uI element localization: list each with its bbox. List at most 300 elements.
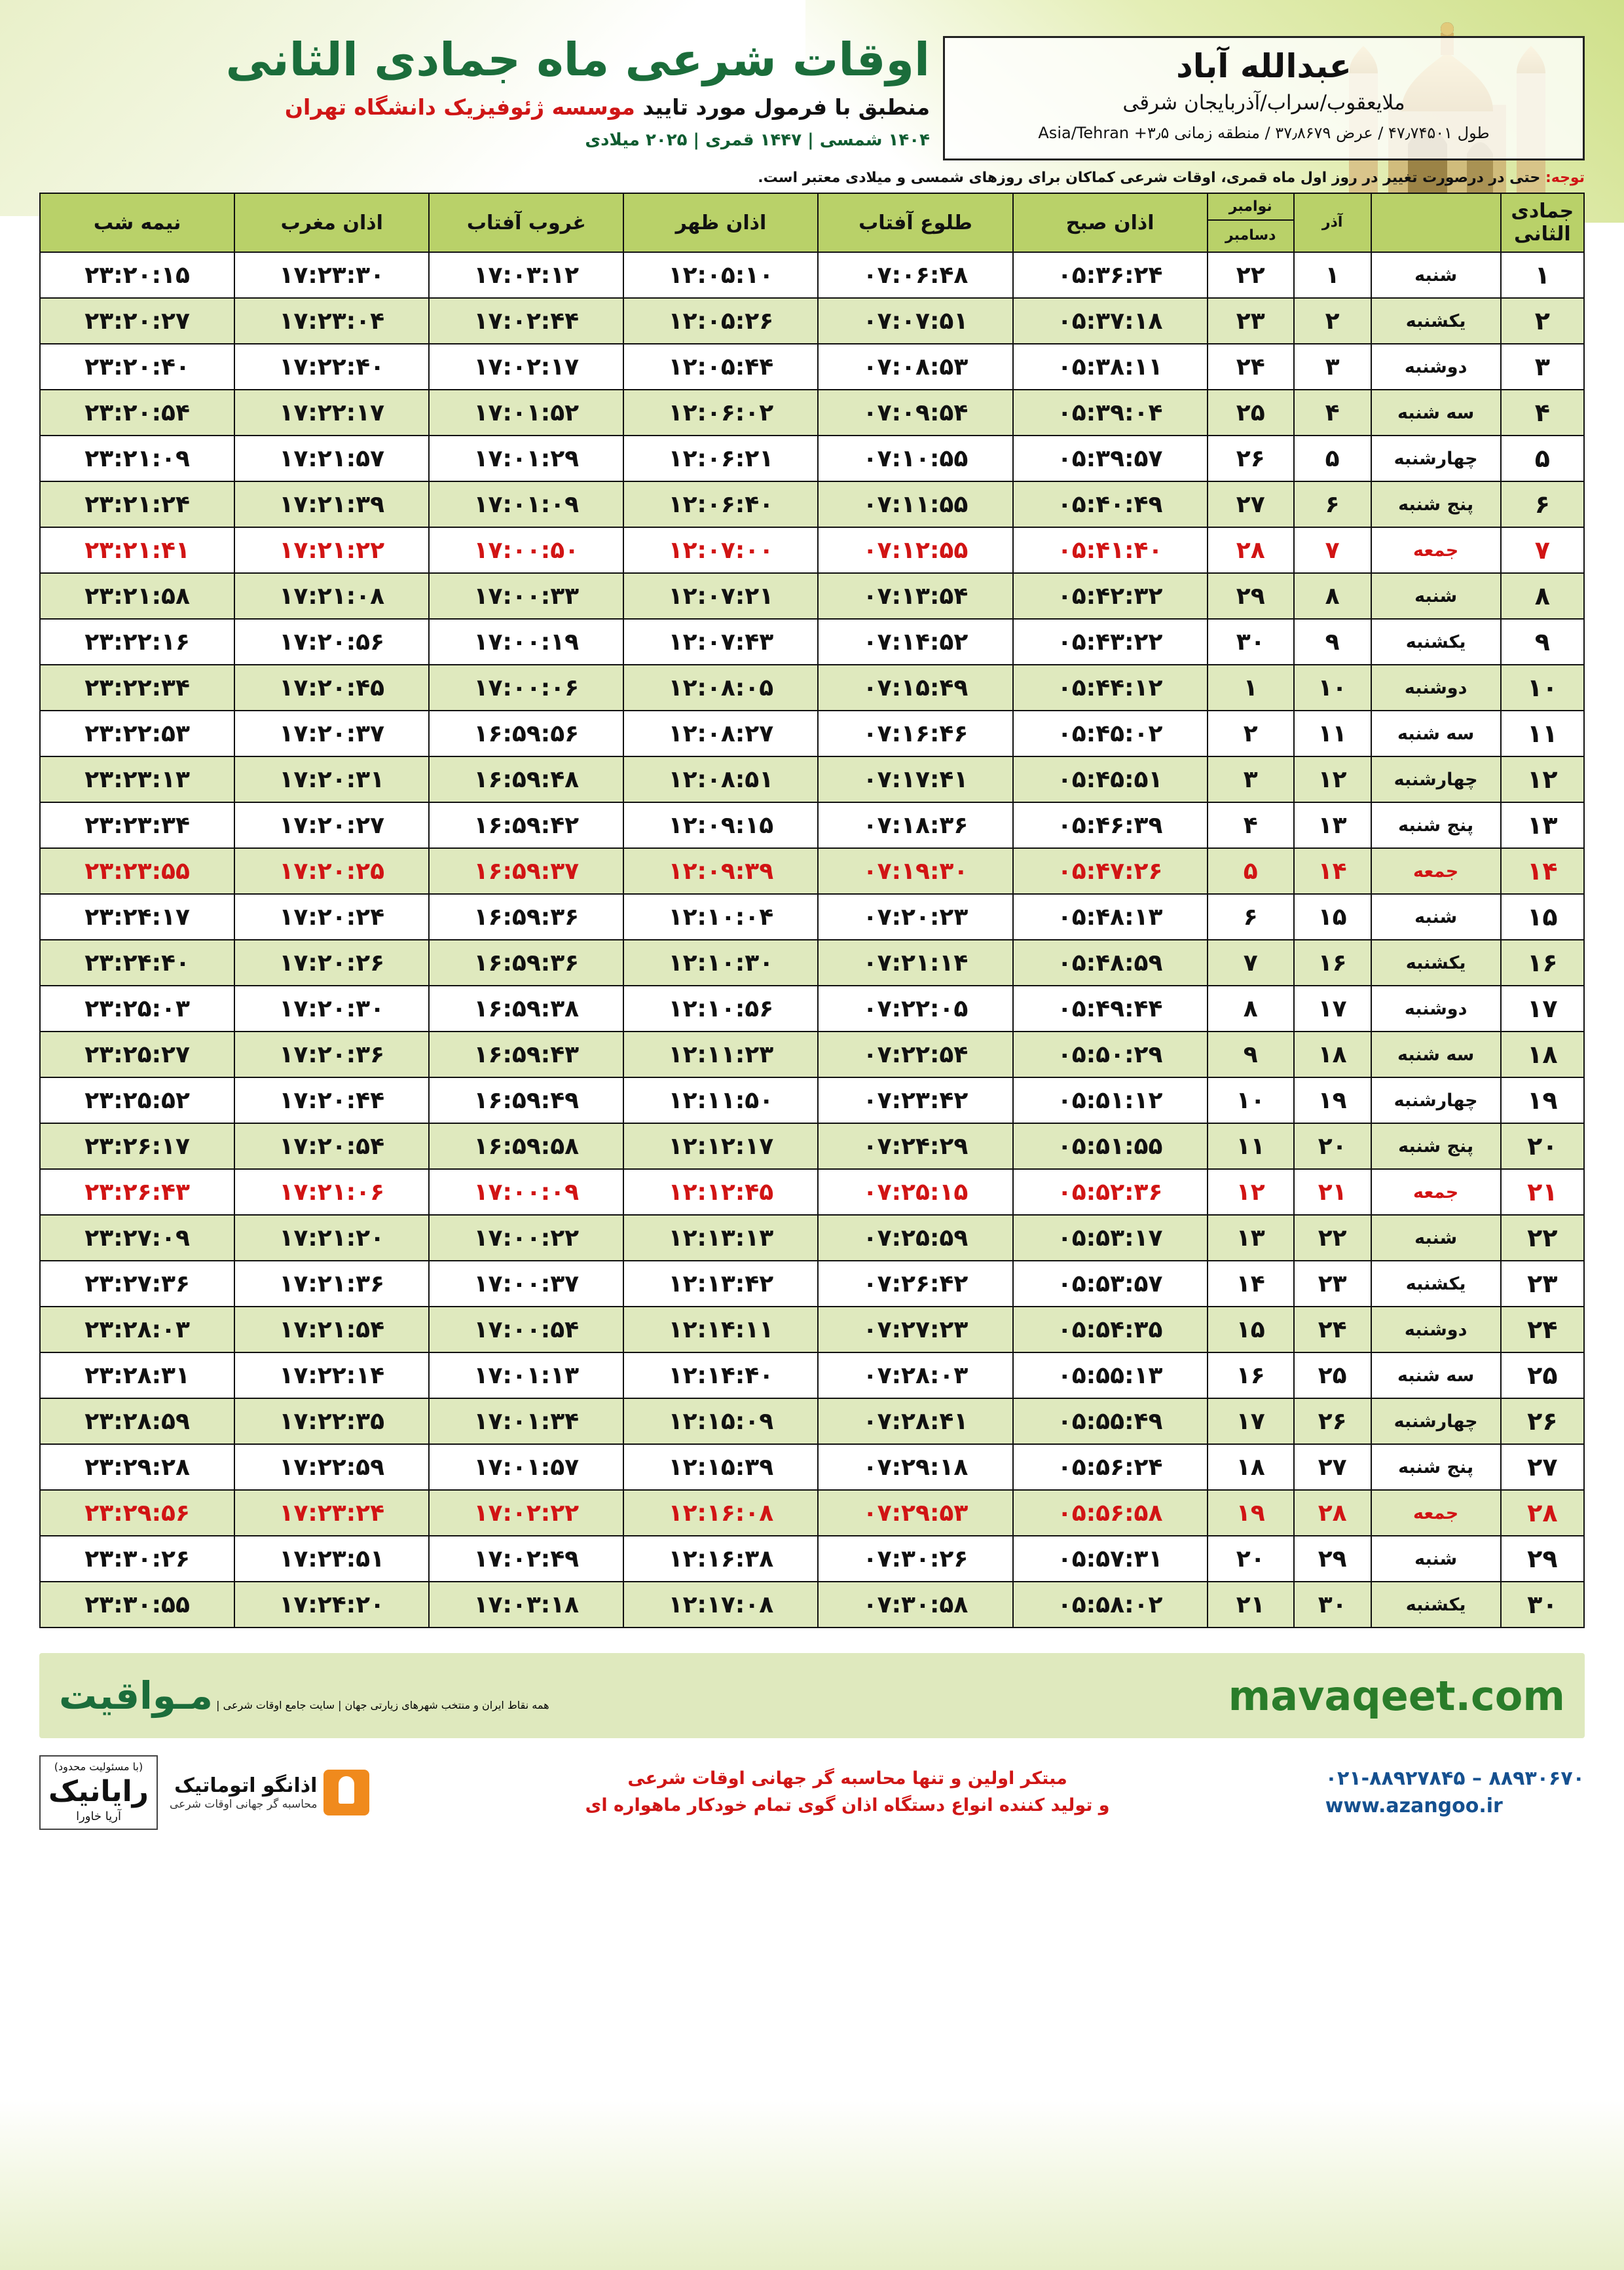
midnight-time: ۲۳:۲۲:۱۶ <box>40 619 234 665</box>
azar-date: ۱۹ <box>1294 1077 1371 1123</box>
header-azar: آذر <box>1294 193 1371 252</box>
gregorian-date: ۱۰ <box>1208 1077 1294 1123</box>
maghrib-time: ۱۷:۲۰:۳۶ <box>234 1032 429 1077</box>
footer-phone: ۰۲۱-۸۸۹۲۷۸۴۵ – ۸۸۹۳۰۶۷۰ <box>1325 1766 1585 1790</box>
table-row <box>40 711 1584 756</box>
fajr-time: ۰۵:۵۵:۴۹ <box>1013 1398 1208 1444</box>
sunrise-time: ۰۷:۰۹:۵۴ <box>818 390 1012 436</box>
maghrib-time: ۱۷:۲۴:۲۰ <box>234 1582 429 1628</box>
azar-date: ۹ <box>1294 619 1371 665</box>
day-name: جمعه <box>1371 1490 1501 1536</box>
midnight-time: ۲۳:۲۱:۵۸ <box>40 573 234 619</box>
fajr-time: ۰۵:۴۵:۰۲ <box>1013 711 1208 756</box>
dhuhr-time: ۱۲:۰۸:۵۱ <box>623 756 818 802</box>
sunrise-time: ۰۷:۲۹:۵۳ <box>818 1490 1012 1536</box>
day-name: سه شنبه <box>1371 390 1501 436</box>
sunset-time: ۱۷:۰۰:۰۶ <box>429 665 623 711</box>
fajr-time: ۰۵:۳۸:۱۱ <box>1013 344 1208 390</box>
footer-brand-fa-wrap <box>59 1673 549 1718</box>
sunrise-time: ۰۷:۱۴:۵۲ <box>818 619 1012 665</box>
maghrib-time: ۱۷:۲۲:۴۰ <box>234 344 429 390</box>
day-name: چهارشنبه <box>1371 436 1501 481</box>
azangoo-logo-sub: محاسبه گر جهانی اوقات شرعی <box>170 1797 318 1811</box>
azar-date: ۱ <box>1294 252 1371 298</box>
day-name: سه شنبه <box>1371 711 1501 756</box>
azar-date: ۴ <box>1294 390 1371 436</box>
header-dhuhr: اذان ظهر <box>623 193 818 252</box>
gregorian-date: ۲۰ <box>1208 1536 1294 1582</box>
maghrib-time: ۱۷:۲۲:۳۵ <box>234 1398 429 1444</box>
day-name: جمعه <box>1371 1169 1501 1215</box>
dhuhr-time: ۱۲:۰۵:۴۴ <box>623 344 818 390</box>
dhuhr-time: ۱۲:۱۳:۱۳ <box>623 1215 818 1261</box>
table-row <box>40 986 1584 1032</box>
day-name: پنج شنبه <box>1371 481 1501 527</box>
dhuhr-time: ۱۲:۰۵:۱۰ <box>623 252 818 298</box>
sunset-time: ۱۷:۰۱:۰۹ <box>429 481 623 527</box>
day-name: شنبه <box>1371 894 1501 940</box>
maghrib-time: ۱۷:۲۰:۲۴ <box>234 894 429 940</box>
table-row <box>40 1307 1584 1352</box>
footer-brand-sub: | سایت جامع اوقات شرعی | <box>216 1699 342 1711</box>
midnight-time: ۲۳:۲۳:۳۴ <box>40 802 234 848</box>
day-index: ۲۴ <box>1501 1307 1584 1352</box>
azar-date: ۵ <box>1294 436 1371 481</box>
sunrise-time: ۰۷:۲۳:۴۲ <box>818 1077 1012 1123</box>
sunset-time: ۱۷:۰۰:۳۷ <box>429 1261 623 1307</box>
table-row <box>40 1077 1584 1123</box>
day-name: دوشنبه <box>1371 986 1501 1032</box>
day-index: ۲۱ <box>1501 1169 1584 1215</box>
sunrise-time: ۰۷:۱۶:۴۶ <box>818 711 1012 756</box>
gregorian-date: ۱ <box>1208 665 1294 711</box>
rayanic-logo-name: رایانیک <box>48 1775 149 1808</box>
header-sunset: غروب آفتاب <box>429 193 623 252</box>
day-index: ۱۳ <box>1501 802 1584 848</box>
fajr-time: ۰۵:۵۶:۲۴ <box>1013 1444 1208 1490</box>
maghrib-time: ۱۷:۲۰:۳۷ <box>234 711 429 756</box>
midnight-time: ۲۳:۲۸:۰۳ <box>40 1307 234 1352</box>
sunset-time: ۱۶:۵۹:۵۸ <box>429 1123 623 1169</box>
sunset-time: ۱۷:۰۲:۱۷ <box>429 344 623 390</box>
page-header <box>0 0 1624 160</box>
sunset-time: ۱۷:۰۰:۱۹ <box>429 619 623 665</box>
calendar-years: ۱۴۰۴ شمسی | ۱۴۴۷ قمری | ۲۰۲۵ میلادی <box>585 130 930 151</box>
maghrib-time: ۱۷:۲۲:۱۴ <box>234 1352 429 1398</box>
azar-date: ۲۹ <box>1294 1536 1371 1582</box>
day-index: ۱۰ <box>1501 665 1584 711</box>
maghrib-time: ۱۷:۲۱:۵۷ <box>234 436 429 481</box>
gregorian-date: ۱۶ <box>1208 1352 1294 1398</box>
fajr-time: ۰۵:۴۶:۳۹ <box>1013 802 1208 848</box>
maghrib-time: ۱۷:۲۱:۳۹ <box>234 481 429 527</box>
maghrib-time: ۱۷:۲۰:۳۱ <box>234 756 429 802</box>
footer-website-brand[interactable]: mavaqeet.com <box>1228 1671 1565 1720</box>
dhuhr-time: ۱۲:۰۹:۳۹ <box>623 848 818 894</box>
maghrib-time: ۱۷:۲۱:۲۲ <box>234 527 429 573</box>
azar-date: ۲۵ <box>1294 1352 1371 1398</box>
day-index: ۲۶ <box>1501 1398 1584 1444</box>
day-name: یکشنبه <box>1371 940 1501 986</box>
fajr-time: ۰۵:۵۵:۱۳ <box>1013 1352 1208 1398</box>
page-subtitle <box>39 94 930 122</box>
sunset-time: ۱۷:۰۰:۲۲ <box>429 1215 623 1261</box>
subtitle-institute: موسسه ژئوفیزیک دانشگاه تهران <box>284 94 635 120</box>
dhuhr-time: ۱۲:۱۲:۴۵ <box>623 1169 818 1215</box>
footer-brand-fa: مـواقیت <box>59 1673 213 1718</box>
day-name: یکشنبه <box>1371 298 1501 344</box>
sunset-time: ۱۷:۰۲:۲۲ <box>429 1490 623 1536</box>
sunrise-time: ۰۷:۲۵:۵۹ <box>818 1215 1012 1261</box>
day-index: ۲۲ <box>1501 1215 1584 1261</box>
dhuhr-time: ۱۲:۰۸:۰۵ <box>623 665 818 711</box>
dhuhr-time: ۱۲:۱۶:۰۸ <box>623 1490 818 1536</box>
table-row <box>40 1490 1584 1536</box>
table-row <box>40 1169 1584 1215</box>
fajr-time: ۰۵:۵۶:۵۸ <box>1013 1490 1208 1536</box>
gregorian-date: ۲۹ <box>1208 573 1294 619</box>
midnight-time: ۲۳:۲۹:۵۶ <box>40 1490 234 1536</box>
day-name: سه شنبه <box>1371 1352 1501 1398</box>
azar-date: ۸ <box>1294 573 1371 619</box>
fajr-time: ۰۵:۵۱:۱۲ <box>1013 1077 1208 1123</box>
sunrise-time: ۰۷:۱۱:۵۵ <box>818 481 1012 527</box>
gregorian-date: ۲۶ <box>1208 436 1294 481</box>
dhuhr-time: ۱۲:۱۶:۳۸ <box>623 1536 818 1582</box>
azar-date: ۲۷ <box>1294 1444 1371 1490</box>
table-row <box>40 665 1584 711</box>
maghrib-time: ۱۷:۲۳:۲۴ <box>234 1490 429 1536</box>
azar-date: ۷ <box>1294 527 1371 573</box>
header-fajr: اذان صبح <box>1013 193 1208 252</box>
maghrib-time: ۱۷:۲۱:۲۰ <box>234 1215 429 1261</box>
midnight-time: ۲۳:۲۸:۳۱ <box>40 1352 234 1398</box>
sunrise-time: ۰۷:۲۸:۰۳ <box>818 1352 1012 1398</box>
sunset-time: ۱۷:۰۱:۵۲ <box>429 390 623 436</box>
gregorian-date: ۱۲ <box>1208 1169 1294 1215</box>
azar-date: ۲ <box>1294 298 1371 344</box>
sunrise-time: ۰۷:۲۶:۴۲ <box>818 1261 1012 1307</box>
maghrib-time: ۱۷:۲۰:۴۴ <box>234 1077 429 1123</box>
gregorian-date: ۵ <box>1208 848 1294 894</box>
table-row <box>40 390 1584 436</box>
day-name: پنج شنبه <box>1371 1444 1501 1490</box>
table-row <box>40 940 1584 986</box>
table-row <box>40 481 1584 527</box>
dhuhr-time: ۱۲:۱۷:۰۸ <box>623 1582 818 1628</box>
rayanic-logo-sub: آریا خاورا <box>76 1810 121 1823</box>
dhuhr-time: ۱۲:۱۴:۱۱ <box>623 1307 818 1352</box>
fajr-time: ۰۵:۳۹:۵۷ <box>1013 436 1208 481</box>
day-name: جمعه <box>1371 848 1501 894</box>
day-name: پنج شنبه <box>1371 802 1501 848</box>
fajr-time: ۰۵:۳۷:۱۸ <box>1013 298 1208 344</box>
dhuhr-time: ۱۲:۰۶:۰۲ <box>623 390 818 436</box>
gregorian-date: ۱۸ <box>1208 1444 1294 1490</box>
fajr-time: ۰۵:۵۷:۳۱ <box>1013 1536 1208 1582</box>
sunset-time: ۱۷:۰۳:۱۲ <box>429 252 623 298</box>
day-index: ۱۸ <box>1501 1032 1584 1077</box>
azar-date: ۱۴ <box>1294 848 1371 894</box>
day-index: ۲۳ <box>1501 1261 1584 1307</box>
background-decoration-bottom <box>0 2100 1624 2270</box>
table-row <box>40 848 1584 894</box>
table-row <box>40 1352 1584 1398</box>
day-index: ۳۰ <box>1501 1582 1584 1628</box>
sunset-time: ۱۷:۰۱:۵۷ <box>429 1444 623 1490</box>
midnight-time: ۲۳:۲۴:۴۰ <box>40 940 234 986</box>
page-footer <box>0 1653 1624 1830</box>
table-row <box>40 1398 1584 1444</box>
maghrib-time: ۱۷:۲۰:۳۰ <box>234 986 429 1032</box>
gregorian-date: ۲۷ <box>1208 481 1294 527</box>
sunset-time: ۱۶:۵۹:۴۲ <box>429 802 623 848</box>
azar-date: ۱۳ <box>1294 802 1371 848</box>
gregorian-date: ۱۱ <box>1208 1123 1294 1169</box>
azar-date: ۱۰ <box>1294 665 1371 711</box>
sunrise-time: ۰۷:۲۷:۲۳ <box>818 1307 1012 1352</box>
midnight-time: ۲۳:۳۰:۵۵ <box>40 1582 234 1628</box>
dhuhr-time: ۱۲:۰۵:۲۶ <box>623 298 818 344</box>
footer-brand-desc: همه نقاط ایران و منتخب شهرهای زیارتی جهان <box>344 1699 549 1711</box>
sunset-time: ۱۷:۰۰:۳۳ <box>429 573 623 619</box>
dhuhr-time: ۱۲:۰۹:۱۵ <box>623 802 818 848</box>
gregorian-date: ۱۴ <box>1208 1261 1294 1307</box>
day-name: یکشنبه <box>1371 619 1501 665</box>
footer-brand-band <box>39 1653 1585 1738</box>
midnight-time: ۲۳:۲۳:۱۳ <box>40 756 234 802</box>
footer-description <box>585 1766 1110 1819</box>
day-name: دوشنبه <box>1371 344 1501 390</box>
day-index: ۲۰ <box>1501 1123 1584 1169</box>
note-line <box>0 160 1624 193</box>
subtitle-part-1: منطبق با فرمول مورد تایید <box>642 94 930 120</box>
title-block <box>39 33 943 160</box>
day-index: ۲۵ <box>1501 1352 1584 1398</box>
footer-url[interactable]: www.azangoo.ir <box>1325 1794 1503 1817</box>
dhuhr-time: ۱۲:۰۷:۲۱ <box>623 573 818 619</box>
maghrib-time: ۱۷:۲۰:۵۶ <box>234 619 429 665</box>
midnight-time: ۲۳:۲۷:۰۹ <box>40 1215 234 1261</box>
city-name: عبدالله آباد <box>1176 47 1352 85</box>
day-name: دوشنبه <box>1371 665 1501 711</box>
header-hijri: جمادی الثانی <box>1501 193 1584 252</box>
midnight-time: ۲۳:۲۰:۵۴ <box>40 390 234 436</box>
table-row <box>40 1582 1584 1628</box>
table-row <box>40 894 1584 940</box>
maghrib-time: ۱۷:۲۱:۰۶ <box>234 1169 429 1215</box>
day-index: ۱۹ <box>1501 1077 1584 1123</box>
fajr-time: ۰۵:۴۵:۵۱ <box>1013 756 1208 802</box>
midnight-time: ۲۳:۲۷:۳۶ <box>40 1261 234 1307</box>
sunrise-time: ۰۷:۱۹:۳۰ <box>818 848 1012 894</box>
fajr-time: ۰۵:۴۱:۴۰ <box>1013 527 1208 573</box>
sunrise-time: ۰۷:۰۸:۵۳ <box>818 344 1012 390</box>
gregorian-date: ۳ <box>1208 756 1294 802</box>
gregorian-date: ۲۲ <box>1208 252 1294 298</box>
table-row <box>40 619 1584 665</box>
header-sunrise: طلوع آفتاب <box>818 193 1012 252</box>
maghrib-time: ۱۷:۲۰:۲۷ <box>234 802 429 848</box>
gregorian-date: ۱۷ <box>1208 1398 1294 1444</box>
day-name: یکشنبه <box>1371 1582 1501 1628</box>
sunset-time: ۱۶:۵۹:۳۶ <box>429 894 623 940</box>
azar-date: ۱۷ <box>1294 986 1371 1032</box>
dhuhr-time: ۱۲:۱۱:۲۳ <box>623 1032 818 1077</box>
day-index: ۸ <box>1501 573 1584 619</box>
midnight-time: ۲۳:۲۵:۰۳ <box>40 986 234 1032</box>
fajr-time: ۰۵:۴۸:۵۹ <box>1013 940 1208 986</box>
day-index: ۹ <box>1501 619 1584 665</box>
azar-date: ۲۶ <box>1294 1398 1371 1444</box>
sunrise-time: ۰۷:۲۱:۱۴ <box>818 940 1012 986</box>
table-row <box>40 1444 1584 1490</box>
footer-logos <box>39 1755 369 1830</box>
sunrise-time: ۰۷:۲۵:۱۵ <box>818 1169 1012 1215</box>
table-row <box>40 298 1584 344</box>
day-index: ۲۹ <box>1501 1536 1584 1582</box>
maghrib-time: ۱۷:۲۰:۲۶ <box>234 940 429 986</box>
fajr-time: ۰۵:۴۳:۲۲ <box>1013 619 1208 665</box>
midnight-time: ۲۳:۲۵:۵۲ <box>40 1077 234 1123</box>
city-info-box <box>943 36 1585 160</box>
gregorian-date: ۳۰ <box>1208 619 1294 665</box>
fajr-time: ۰۵:۳۶:۲۴ <box>1013 252 1208 298</box>
sunset-time: ۱۷:۰۲:۴۴ <box>429 298 623 344</box>
azar-date: ۱۵ <box>1294 894 1371 940</box>
fajr-time: ۰۵:۵۳:۵۷ <box>1013 1261 1208 1307</box>
day-index: ۱۱ <box>1501 711 1584 756</box>
dhuhr-time: ۱۲:۰۸:۲۷ <box>623 711 818 756</box>
gregorian-date: ۲۴ <box>1208 344 1294 390</box>
sunset-time: ۱۷:۰۳:۱۸ <box>429 1582 623 1628</box>
fajr-time: ۰۵:۵۴:۳۵ <box>1013 1307 1208 1352</box>
header-gregorian-november: نوامبر <box>1208 195 1293 221</box>
azar-date: ۱۲ <box>1294 756 1371 802</box>
midnight-time: ۲۳:۲۹:۲۸ <box>40 1444 234 1490</box>
day-index: ۴ <box>1501 390 1584 436</box>
azar-date: ۲۸ <box>1294 1490 1371 1536</box>
day-index: ۳ <box>1501 344 1584 390</box>
gregorian-date: ۱۹ <box>1208 1490 1294 1536</box>
day-index: ۱ <box>1501 252 1584 298</box>
midnight-time: ۲۳:۲۲:۵۳ <box>40 711 234 756</box>
sunset-time: ۱۷:۰۱:۳۴ <box>429 1398 623 1444</box>
sunrise-time: ۰۷:۲۲:۵۴ <box>818 1032 1012 1077</box>
table-row <box>40 1215 1584 1261</box>
dhuhr-time: ۱۲:۱۱:۵۰ <box>623 1077 818 1123</box>
fajr-time: ۰۵:۵۰:۲۹ <box>1013 1032 1208 1077</box>
sunset-time: ۱۶:۵۹:۳۸ <box>429 986 623 1032</box>
dhuhr-time: ۱۲:۱۲:۱۷ <box>623 1123 818 1169</box>
gregorian-date: ۱۵ <box>1208 1307 1294 1352</box>
day-name: شنبه <box>1371 573 1501 619</box>
sunrise-time: ۰۷:۲۰:۲۳ <box>818 894 1012 940</box>
sunrise-time: ۰۷:۰۷:۵۱ <box>818 298 1012 344</box>
gregorian-date: ۸ <box>1208 986 1294 1032</box>
sunset-time: ۱۷:۰۰:۵۰ <box>429 527 623 573</box>
azar-date: ۲۴ <box>1294 1307 1371 1352</box>
midnight-time: ۲۳:۲۰:۴۰ <box>40 344 234 390</box>
maghrib-time: ۱۷:۲۰:۴۵ <box>234 665 429 711</box>
maghrib-time: ۱۷:۲۳:۵۱ <box>234 1536 429 1582</box>
header-gregorian-december: دسامبر <box>1225 227 1276 244</box>
maghrib-time: ۱۷:۲۲:۱۷ <box>234 390 429 436</box>
fajr-time: ۰۵:۵۳:۱۷ <box>1013 1215 1208 1261</box>
midnight-time: ۲۳:۳۰:۲۶ <box>40 1536 234 1582</box>
day-name: چهارشنبه <box>1371 756 1501 802</box>
midnight-time: ۲۳:۲۲:۳۴ <box>40 665 234 711</box>
table-row <box>40 1032 1584 1077</box>
day-name: شنبه <box>1371 252 1501 298</box>
azar-date: ۳۰ <box>1294 1582 1371 1628</box>
midnight-time: ۲۳:۲۱:۰۹ <box>40 436 234 481</box>
midnight-time: ۲۳:۲۳:۵۵ <box>40 848 234 894</box>
table-row <box>40 436 1584 481</box>
header-maghrib: اذان مغرب <box>234 193 429 252</box>
gregorian-date: ۲ <box>1208 711 1294 756</box>
day-index: ۱۲ <box>1501 756 1584 802</box>
gregorian-date: ۲۵ <box>1208 390 1294 436</box>
day-index: ۱۶ <box>1501 940 1584 986</box>
azangoo-logo-fa: اذانگو اتوماتیک <box>174 1774 318 1797</box>
day-name: شنبه <box>1371 1215 1501 1261</box>
sunrise-time: ۰۷:۱۳:۵۴ <box>818 573 1012 619</box>
midnight-time: ۲۳:۲۵:۲۷ <box>40 1032 234 1077</box>
table-row <box>40 527 1584 573</box>
prayer-times-table <box>39 193 1585 1628</box>
azar-date: ۱۶ <box>1294 940 1371 986</box>
day-index: ۲۷ <box>1501 1444 1584 1490</box>
sunset-time: ۱۶:۵۹:۵۶ <box>429 711 623 756</box>
sunrise-time: ۰۷:۳۰:۲۶ <box>818 1536 1012 1582</box>
gregorian-date: ۲۱ <box>1208 1582 1294 1628</box>
maghrib-time: ۱۷:۲۱:۳۶ <box>234 1261 429 1307</box>
footer-desc-line-2: و تولید کننده انواع دستگاه اذان گوی تمام خودکار ماهواره ای <box>585 1795 1110 1815</box>
dhuhr-time: ۱۲:۱۰:۰۴ <box>623 894 818 940</box>
gregorian-date: ۷ <box>1208 940 1294 986</box>
day-index: ۵ <box>1501 436 1584 481</box>
sunrise-time: ۰۷:۲۴:۲۹ <box>818 1123 1012 1169</box>
footer-bottom <box>39 1755 1585 1830</box>
dhuhr-time: ۱۲:۰۶:۲۱ <box>623 436 818 481</box>
midnight-time: ۲۳:۲۸:۵۹ <box>40 1398 234 1444</box>
sunrise-time: ۰۷:۰۶:۴۸ <box>818 252 1012 298</box>
gregorian-date: ۹ <box>1208 1032 1294 1077</box>
azar-date: ۱۸ <box>1294 1032 1371 1077</box>
table-row <box>40 756 1584 802</box>
gregorian-date: ۶ <box>1208 894 1294 940</box>
sunset-time: ۱۷:۰۲:۴۹ <box>429 1536 623 1582</box>
azangoo-logo-text <box>170 1774 317 1811</box>
azar-date: ۱۱ <box>1294 711 1371 756</box>
sunset-time: ۱۷:۰۰:۰۹ <box>429 1169 623 1215</box>
dhuhr-time: ۱۲:۱۵:۰۹ <box>623 1398 818 1444</box>
prayer-times-table-wrap <box>0 193 1624 1628</box>
midnight-time: ۲۳:۲۴:۱۷ <box>40 894 234 940</box>
sunset-time: ۱۶:۵۹:۴۸ <box>429 756 623 802</box>
day-index: ۱۴ <box>1501 848 1584 894</box>
fajr-time: ۰۵:۴۰:۴۹ <box>1013 481 1208 527</box>
day-name: دوشنبه <box>1371 1307 1501 1352</box>
dhuhr-time: ۱۲:۰۶:۴۰ <box>623 481 818 527</box>
midnight-time: ۲۳:۲۰:۲۷ <box>40 298 234 344</box>
rayanic-logo <box>39 1755 158 1830</box>
azar-date: ۲۲ <box>1294 1215 1371 1261</box>
day-name: سه شنبه <box>1371 1032 1501 1077</box>
sunrise-time: ۰۷:۲۸:۴۱ <box>818 1398 1012 1444</box>
sunrise-time: ۰۷:۲۲:۰۵ <box>818 986 1012 1032</box>
